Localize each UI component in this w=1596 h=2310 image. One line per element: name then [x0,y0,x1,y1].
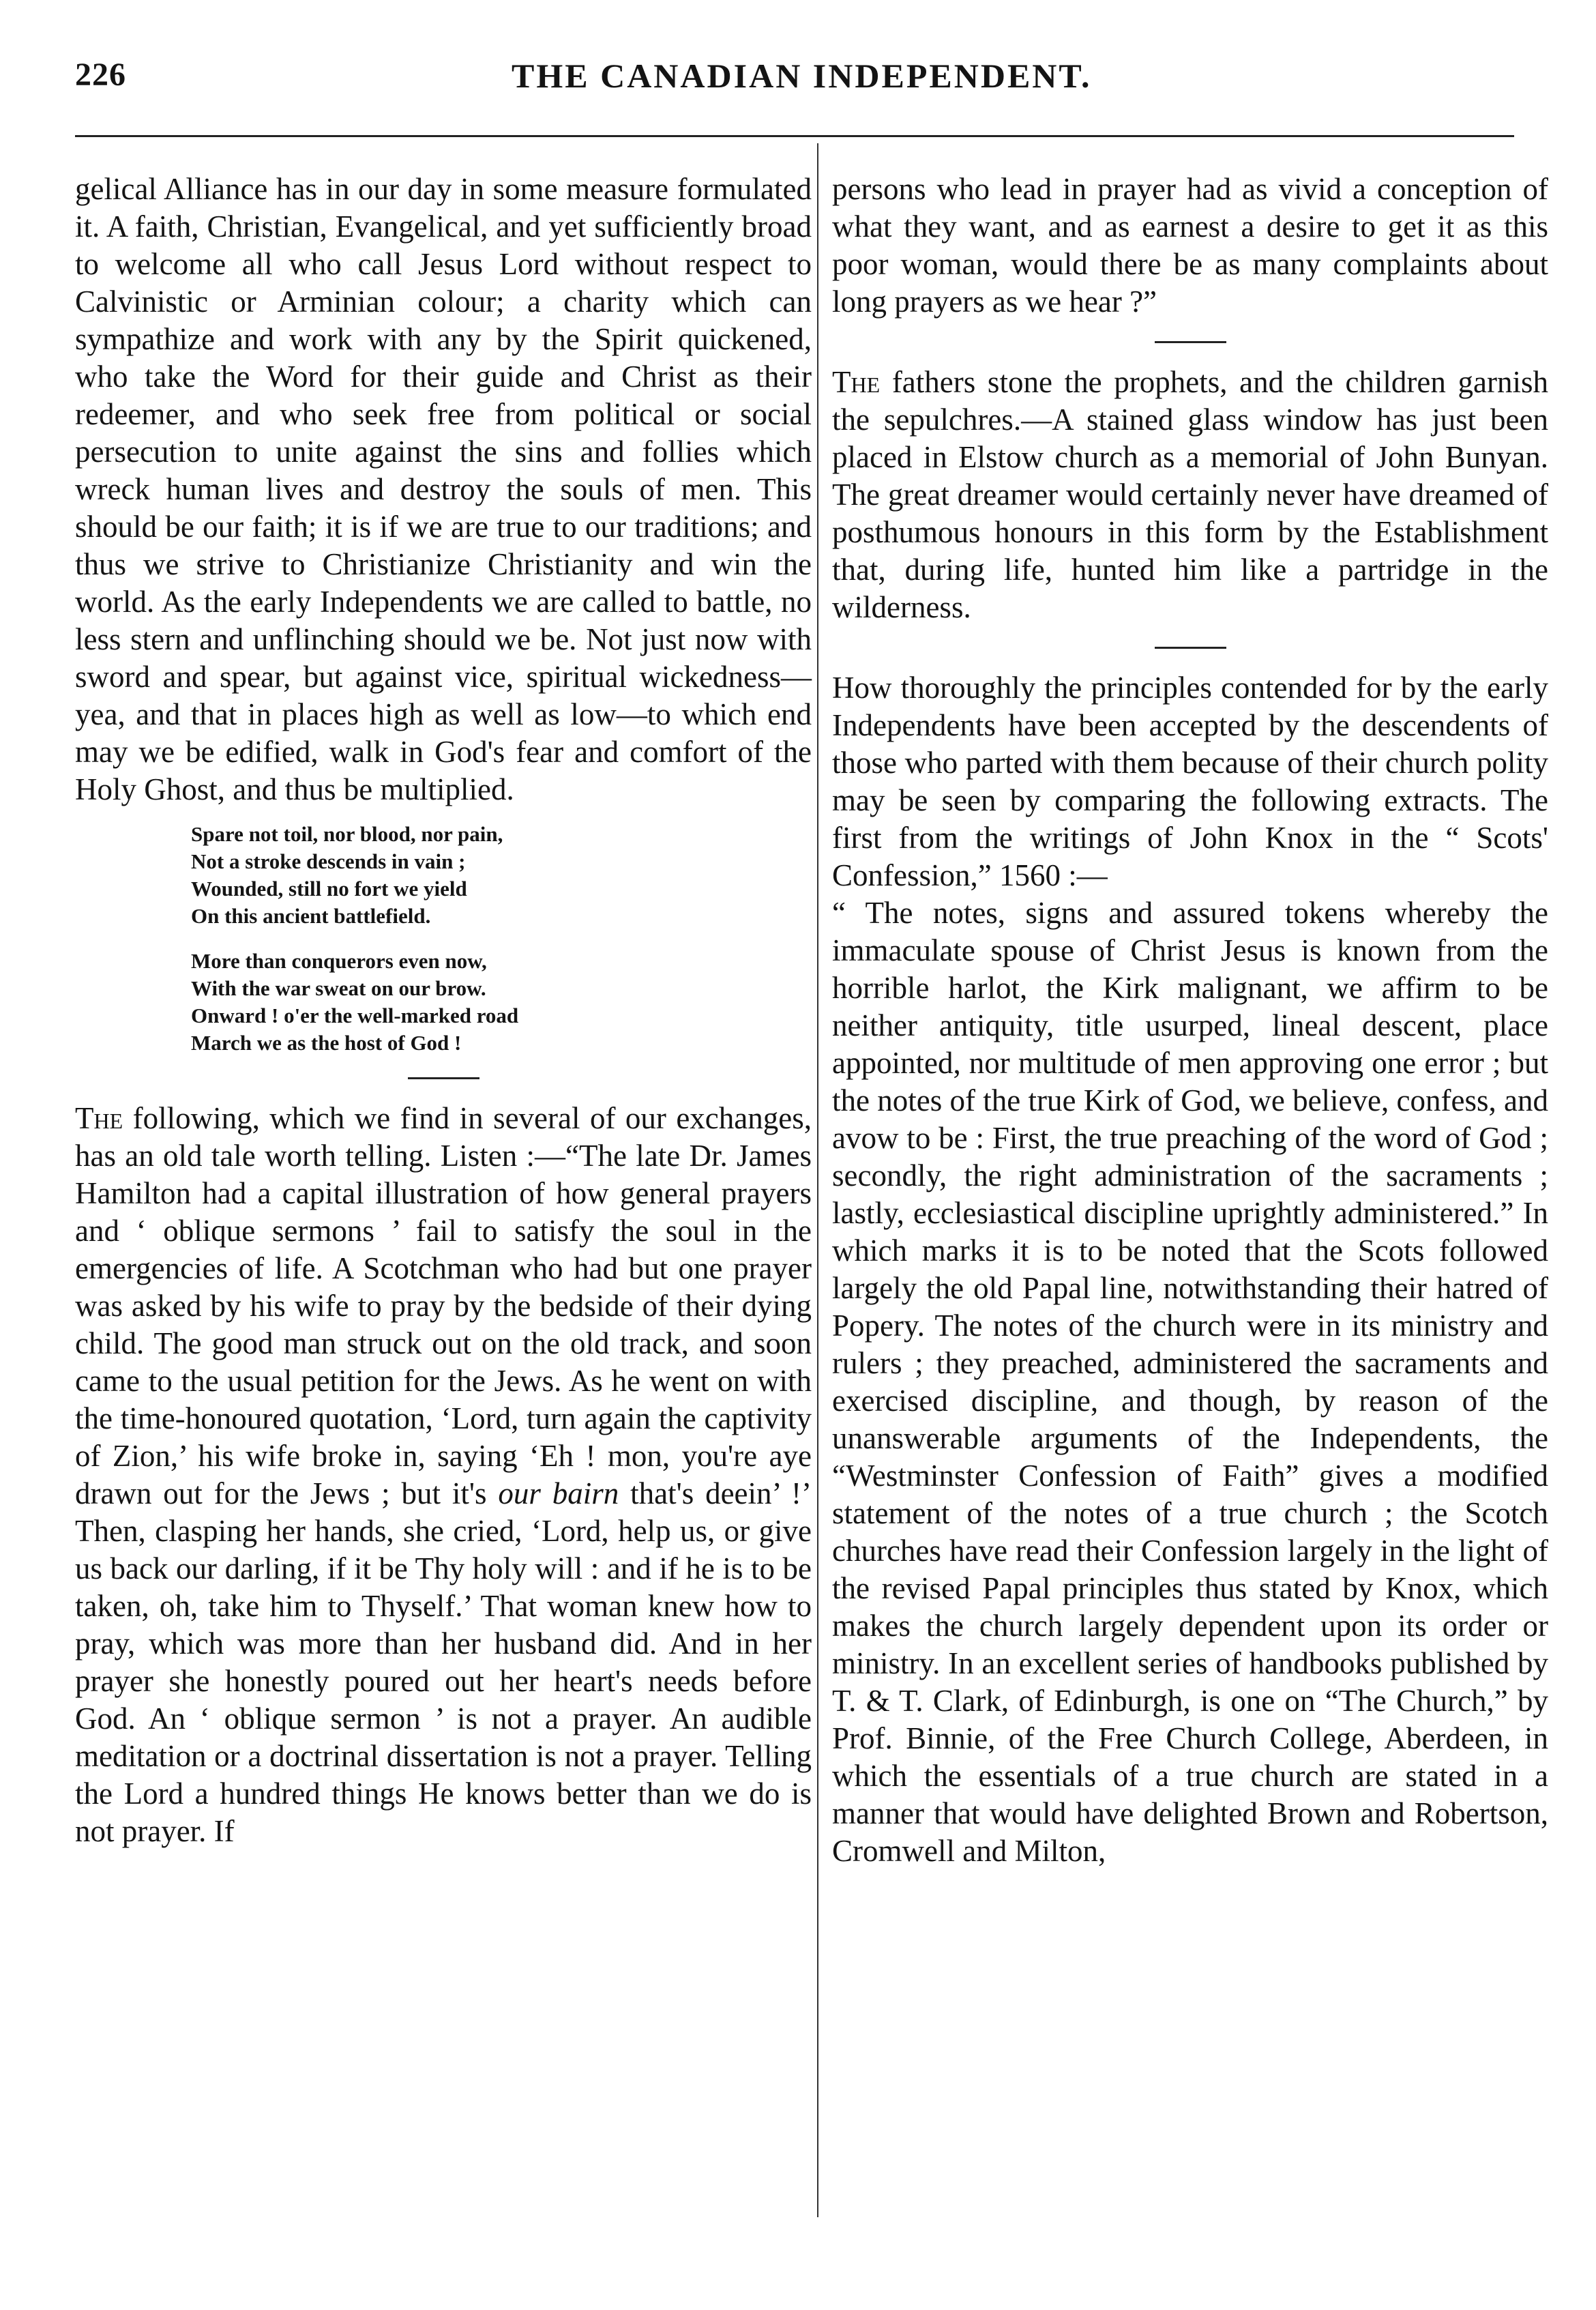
section-divider [408,1077,479,1079]
right-paragraph-3: How thoroughly the principles contended for by the early Independents have been accepted by the descendents of those who parted with them because of their church polity may be seen by comparing the following extracts. The first from the writings of John Knox in the “ Scots' Confession,” 1560 :— [832,671,1548,892]
verse-line: More than conquerors even now, [191,949,487,973]
italic-phrase: our bairn [498,1476,619,1510]
right-paragraph-4: “ The notes, signs and assured tokens whereby the immaculate spouse of Christ Jesus is known from the horrible harlot, the Kirk malignant, we affirm to be neither antiquity, title usurped, lineal descent, place appointed, nor multitude of men approving one error ; but the notes of the true Kirk of God, we believe, confess, and avow to be : First, the true preaching of the word of God ; secondly, the right administration of the sacraments ; lastly, ecclesiastical discipline uprightly administered.” In which marks it is to be noted that the Scots followed largely the old Papal line, notwithstanding their hatred of Popery. The notes of the church were in its ministry and rulers ; they preached, administered the sacraments and exercised discipline, and though, by reason of the unanswerable arguments of the Independents, the “Westminster Confession of Faith” gives a modified statement of the notes of a true church ; the Scotch churches have read their Confession largely in the light of the revised Papal principles thus stated by Knox, which makes the church largely dependent upon its order or ministry. In an excellent series of handbooks published by T. & T. Clark, of Edinburgh, is one on “The Church,” by Prof. Binnie, of the Free Church College, Aberdeen, in which the essentials of a true church are stated in a manner that would have delighted Brown and Robertson, Cromwell and Milton, [832,896,1548,1868]
verse-line: Wounded, still no fort we yield [191,877,467,901]
right-paragraph-2 [832,364,1548,626]
column-divider [817,143,818,2217]
journal-title: THE CANADIAN INDEPENDENT. [512,57,1092,95]
page-number: 226 [75,57,126,93]
lead-word: The [75,1101,123,1135]
verse-block [191,821,812,1057]
verse-line: Onward ! o'er the well-marked road [191,1004,519,1027]
verse-line: With the war sweat on our brow. [191,976,486,1000]
verse-line: Spare not toil, nor blood, nor pain, [191,822,503,846]
paragraph-text: following, which we find in several of our exchanges, has an old tale worth telling. Listen :—“The late Dr. James Hamilton had a capital illustration of how general prayers and ‘ oblique sermons ’ fail to satisfy the soul in the emergencies of life. A Scotchman who had but one prayer was asked by his wife to pray by the bedside of their dying child. The good man struck out on the old track, and soon came to the usual petition for the Jews. As he went on with the time-honoured quotation, ‘Lord, turn again the captivity of Zion,’ his wife broke in, saying ‘Eh ! mon, you're aye drawn out for the Jews ; but it's [75,1101,812,1510]
left-column [75,171,812,1850]
page-header [75,56,1514,104]
paragraph-text: fathers stone the prophets, and the children garnish the sepulchres.—A stained glass window has just been placed in Elstow church as a memorial of John Bunyan. The great dreamer would certainly never have dreamed of posthumous honours in this form by the Establishment that, during life, hunted him like a partridge in the wilderness. [832,365,1548,624]
right-paragraph-1: persons who lead in prayer had as vivid a conception of what they want, and as earnest a desire to get it as this poor woman, would there be as many complaints about long prayers as we hear ?” [832,172,1548,319]
verse-line: March we as the host of God ! [191,1031,462,1055]
right-column [832,171,1548,1870]
stanza-gap [191,930,812,948]
verse-line: Not a stroke descends in vain ; [191,849,466,873]
section-divider [1155,647,1226,649]
left-paragraph-2 [75,1100,812,1850]
verse-line: On this ancient battlefield. [191,904,431,928]
left-paragraph-1: gelical Alliance has in our day in some measure formulated it. A faith, Christian, Evangelical, and yet sufficiently broad to welcome all who call Jesus Lord without respect to Calvinistic or Arminian colour; a charity which can sympathize and work with any by the Spirit quickened, who take the Word for their guide and Christ as their redeemer, and who seek free from political or social persecution to unite against the sins and follies which wreck human lives and destroy the souls of men. This should be our faith; it is if we are true to our traditions; and thus we strive to Christianize Christianity and win the world. As the early Independents we are called to battle, no less stern and unflinching should we be. Not just now with sword and spear, but against vice, spiritual wickedness—yea, and that in places high as well as low—to which end may we be edified, walk in God's fear and comfort of the Holy Ghost, and thus be multiplied. [75,172,812,806]
section-divider [1155,341,1226,343]
header-rule [75,135,1514,137]
paragraph-text: that's deein’ !’ Then, clasping her hands, she cried, ‘Lord, help us, or give us back our darling, if it be Thy holy will : and if he is to be taken, oh, take him to Thyself.’ That woman knew how to pray, which was more than her husband did. And in her prayer she honestly poured out her heart's needs before God. An ‘ oblique sermon ’ is not a prayer. An audible meditation or a doctrinal dissertation is not a prayer. Telling the Lord a hundred things He knows better than we do is not prayer. If [75,1476,812,1848]
lead-word: The [832,365,881,399]
